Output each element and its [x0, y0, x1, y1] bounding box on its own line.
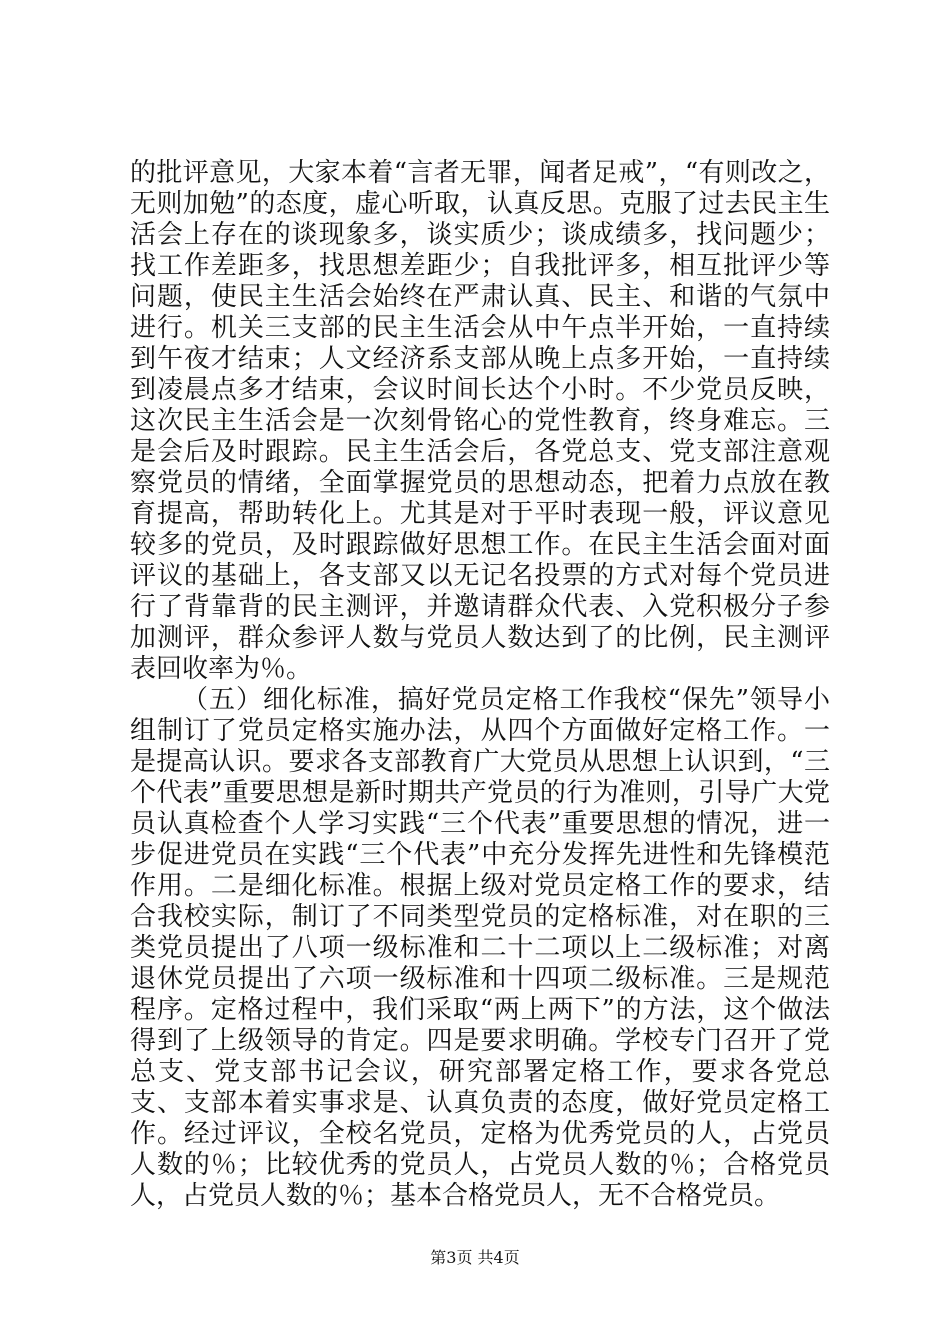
document-body — [130, 158, 830, 1212]
page-footer: 第3页 共4页 — [430, 1248, 520, 1267]
paragraph-1: 的批评意见，大家本着“言者无罪，闻者足戒”，“有则改之，无则加勉”的态度，虚心听取，认真反思。克服了过去民主生活会上存在的谈现象多，谈实质少；谈成绩多，找问题少；找工作差距多，找思想差距少；自我批评多，相互批评少等问题，使民主生活会始终在严肃认真、民主、和谐的气氛中进行。机关三支部的民主生活会从中午点半开始，一直持续到午夜才结束；人文经济系支部从晚上点多开始，一直持续到凌晨点多才结束，会议时间长达个小时。不少党员反映，这次民主生活会是一次刻骨铭心的党性教育，终身难忘。三是会后及时跟踪。民主生活会后，各党总支、党支部注意观察党员的情绪，全面掌握党员的思想动态，把着力点放在教育提高，帮助转化上。尤其是对于平时表现一般，评议意见较多的党员，及时跟踪做好思想工作。在民主生活会面对面评议的基础上，各支部又以无记名投票的方式对每个党员进行了背靠背的民主测评，并邀请群众代表、入党积极分子参加测评，群众参评人数与党员人数达到了的比例，民主测评表回收率为％。 — [130, 158, 830, 684]
paragraph-2: （五）细化标准，搞好党员定格工作我校“保先”领导小组制订了党员定格实施办法，从四个方面做好定格工作。一是提高认识。要求各支部教育广大党员从思想上认识到，“三个代表”重要思想是新时期共产党员的行为准则，引导广大党员认真检查个人学习实践“三个代表”重要思想的情况，进一步促进党员在实践“三个代表”中充分发挥先进性和先锋模范作用。二是细化标准。根据上级对党员定格工作的要求，结合我校实际，制订了不同类型党员的定格标准，对在职的三类党员提出了八项一级标准和二十二项以上二级标准；对离退休党员提出了六项一级标准和十四项二级标准。三是规范程序。定格过程中，我们采取“两上两下”的方法，这个做法得到了上级领导的肯定。四是要求明确。学校专门召开了党总支、党支部书记会议，研究部署定格工作，要求各党总支、支部本着实事求是、认真负责的态度，做好党员定格工作。经过评议，全校名党员，定格为优秀党员的人，占党员人数的％；比较优秀的党员人，占党员人数的％；合格党员人，占党员人数的％；基本合格党员人，无不合格党员。 — [130, 685, 830, 1211]
